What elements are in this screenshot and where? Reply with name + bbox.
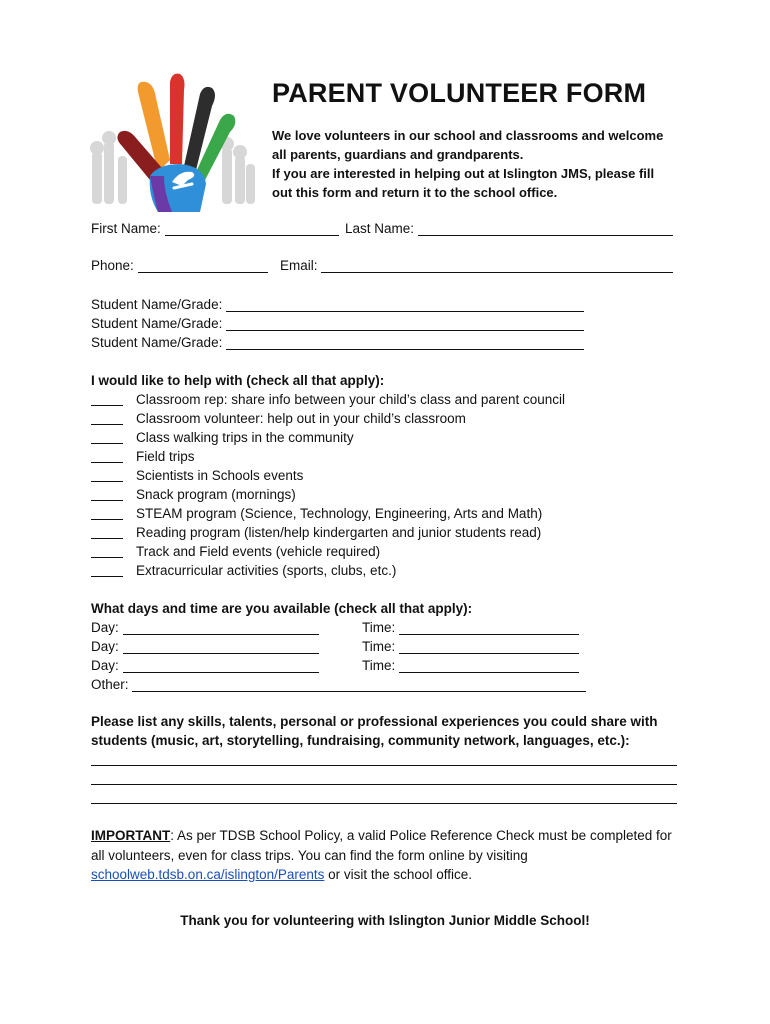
student-label: Student Name/Grade: [91,316,223,331]
last-name-label: Last Name: [345,221,415,236]
student-field[interactable] [226,316,584,331]
day-row [91,620,319,635]
check-blank[interactable] [91,507,123,520]
phone-row [91,258,268,273]
phone-field[interactable] [138,258,268,273]
day-field[interactable] [123,658,319,673]
student-row [91,335,584,350]
intro-line: If you are interested in helping out at Islington JMS, please fill [272,166,655,181]
check-blank[interactable] [91,564,123,577]
help-option [91,430,354,445]
skills-answer-line[interactable] [91,765,677,766]
check-blank[interactable] [91,431,123,444]
time-label: Time: [362,639,396,654]
help-option [91,563,397,578]
student-field[interactable] [226,335,584,350]
help-option-label: Reading program (listen/help kindergarten and junior students read) [136,525,542,540]
check-blank[interactable] [91,545,123,558]
help-option [91,544,381,559]
day-row [91,639,319,654]
availability-heading: What days and time are you available (check all that apply): [91,601,473,616]
time-row [362,620,579,635]
student-label: Student Name/Grade: [91,297,223,312]
help-option-label: Class walking trips in the community [136,430,354,445]
volunteer-hand-logo [88,72,260,212]
student-field[interactable] [226,297,584,312]
help-option-label: Classroom rep: share info between your child’s class and parent council [136,392,565,407]
help-option [91,449,195,464]
help-option [91,525,542,540]
intro-line: all parents, guardians and grandparents. [272,147,524,162]
check-blank[interactable] [91,450,123,463]
phone-label: Phone: [91,258,134,273]
other-row [91,677,586,692]
first-name-row [91,221,339,236]
time-field[interactable] [399,620,579,635]
day-label: Day: [91,658,119,673]
help-option-label: Extracurricular activities (sports, clubs, etc.) [136,563,397,578]
important-text: : As per TDSB School Policy, a valid Police Reference Check must be completed for [170,828,672,843]
skills-answer-line[interactable] [91,784,677,785]
help-option-label: STEAM program (Science, Technology, Engineering, Arts and Math) [136,506,543,521]
student-row [91,297,584,312]
help-option-label: Scientists in Schools events [136,468,304,483]
time-field[interactable] [399,658,579,673]
help-option-label: Classroom volunteer: help out in your child’s classroom [136,411,466,426]
day-label: Day: [91,620,119,635]
last-name-field[interactable] [418,221,673,236]
help-option-label: Track and Field events (vehicle required) [136,544,381,559]
important-line [91,865,691,885]
check-blank[interactable] [91,412,123,425]
intro-line: out this form and return it to the school office. [272,185,558,200]
check-blank[interactable] [91,526,123,539]
first-name-label: First Name: [91,221,161,236]
day-label: Day: [91,639,119,654]
form-title: PARENT VOLUNTEER FORM [272,78,647,108]
skills-answer-line[interactable] [91,803,677,804]
check-blank[interactable] [91,393,123,406]
help-heading: I would like to help with (check all that apply): [91,373,385,388]
day-field[interactable] [123,620,319,635]
help-option [91,411,466,426]
day-row [91,658,319,673]
last-name-row [345,221,673,236]
intro-text [272,126,692,202]
help-option [91,392,565,407]
help-option [91,506,543,521]
help-option-label: Snack program (mornings) [136,487,296,502]
student-label: Student Name/Grade: [91,335,223,350]
time-row [362,658,579,673]
important-line: all volunteers, even for class trips. You can find the form online by visiting [91,847,528,863]
email-label: Email: [280,258,318,273]
important-text: or visit the school office. [324,867,472,882]
help-option-label: Field trips [136,449,195,464]
email-field[interactable] [321,258,673,273]
important-notice [91,826,691,885]
help-option [91,487,296,502]
day-field[interactable] [123,639,319,654]
email-row [280,258,673,273]
help-option [91,468,304,483]
skills-question: Please list any skills, talents, personal or professional experiences you could share with [91,714,658,729]
other-field[interactable] [132,677,586,692]
important-line [91,826,691,846]
time-field[interactable] [399,639,579,654]
other-label: Other: [91,677,129,692]
skills-question: students (music, art, storytelling, fundraising, community network, languages, etc.): [91,733,630,748]
important-label: IMPORTANT [91,828,171,843]
check-blank[interactable] [91,469,123,482]
intro-line: We love volunteers in our school and classrooms and welcome [272,128,664,143]
check-blank[interactable] [91,488,123,501]
student-row [91,316,584,331]
time-label: Time: [362,620,396,635]
time-label: Time: [362,658,396,673]
time-row [362,639,579,654]
parents-page-link[interactable]: schoolweb.tdsb.on.ca/islington/Parents [91,867,325,882]
thank-you-message: Thank you for volunteering with Islington Junior Middle School! [180,913,590,928]
first-name-field[interactable] [165,221,339,236]
